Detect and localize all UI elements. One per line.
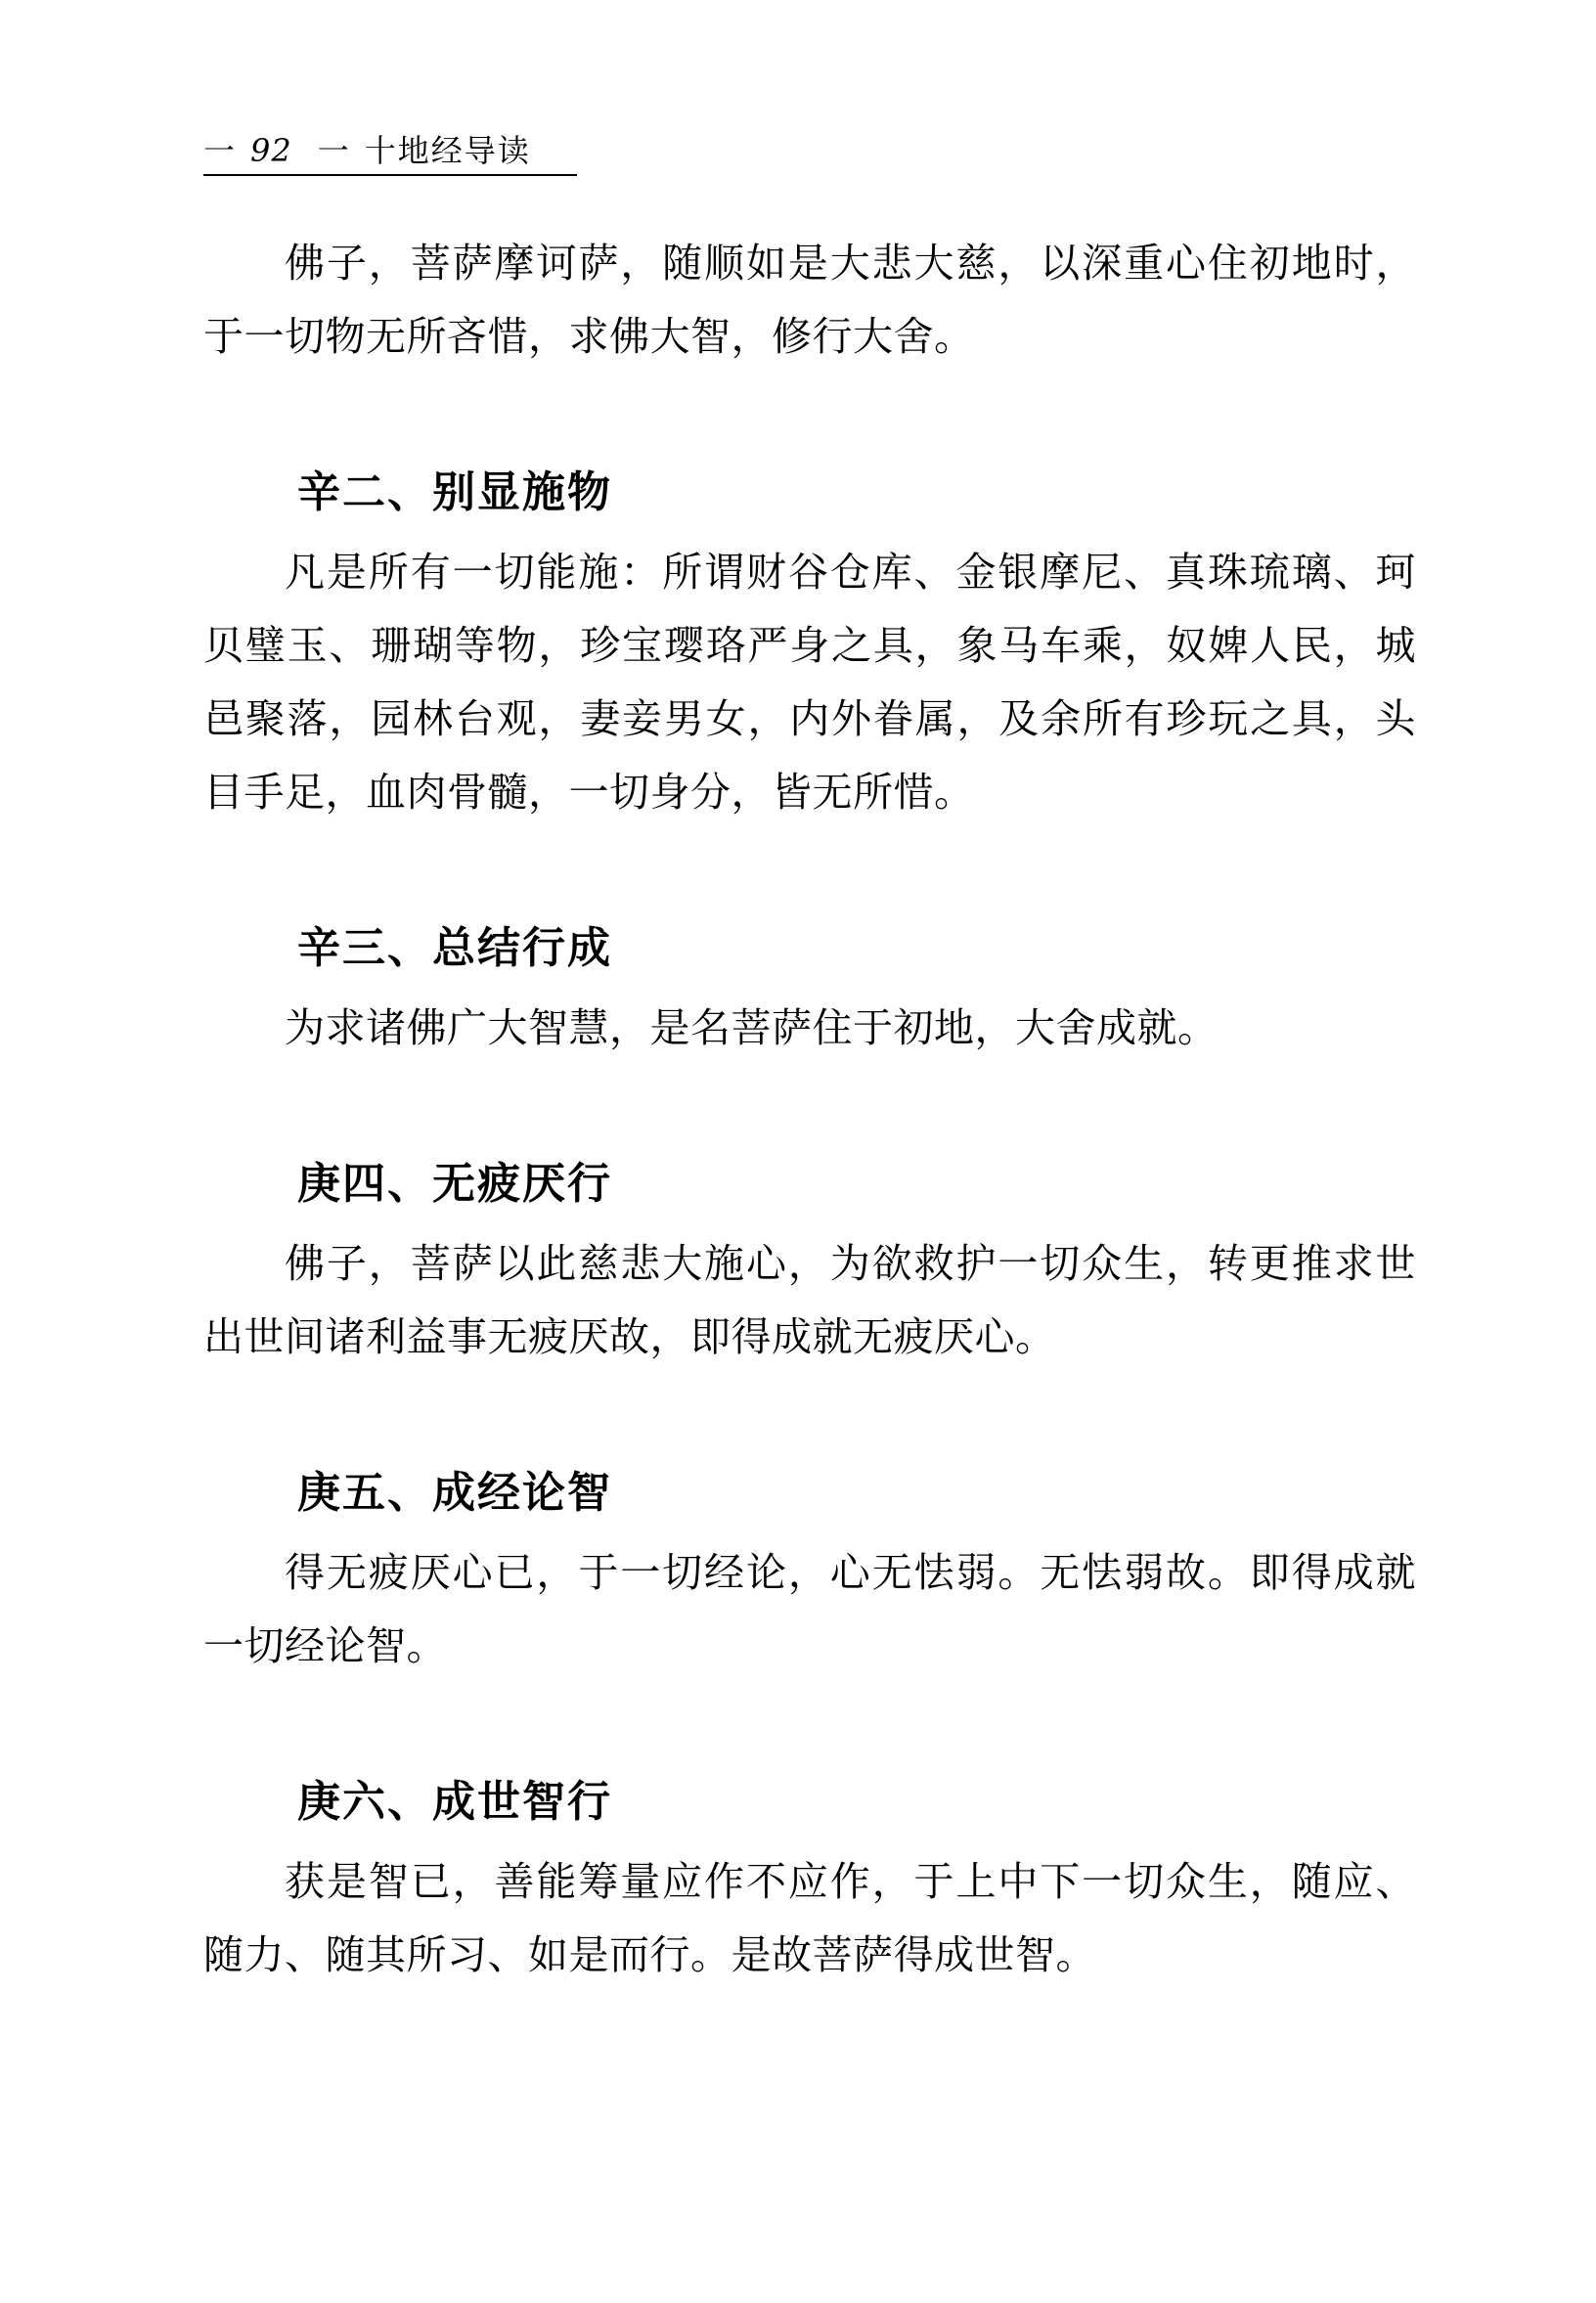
book-title: 十地经导读 bbox=[364, 132, 531, 169]
running-header bbox=[203, 127, 577, 176]
header-dash-right: 一 bbox=[317, 132, 350, 169]
heading-geng-5: 庚五、成经论智 bbox=[297, 1468, 612, 1518]
heading-geng-4: 庚四、无疲厌行 bbox=[297, 1159, 612, 1209]
page-number: 92 bbox=[250, 132, 292, 169]
page-body bbox=[203, 227, 1416, 1992]
paragraph-giving-items: 凡是所有一切能施：所谓财谷仓库、金银摩尼、真珠琉璃、珂贝璧玉、珊瑚等物，珍宝璎珞严身之具，象马车乘，奴婢人民，城邑聚落，园林台观，妻妾男女，内外眷属，及余所有珍玩之具，头目手足，血肉骨髓，一切身分，皆无所惜。 bbox=[203, 549, 1416, 816]
paragraph-summary: 为求诸佛广大智慧，是名菩萨住于初地，大舍成就。 bbox=[285, 1004, 1219, 1051]
paragraph-scripture-wisdom: 得无疲厌心已，于一切经论，心无怯弱。无怯弱故。即得成就一切经论智。 bbox=[203, 1549, 1416, 1669]
heading-xin-3: 辛三、总结行成 bbox=[297, 923, 612, 973]
paragraph-no-weariness: 佛子，菩萨以此慈悲大施心，为欲救护一切众生，转更推求世出世间诸利益事无疲厌故，即得成就无疲厌心。 bbox=[203, 1240, 1416, 1360]
paragraph-worldly-wisdom: 获是智已，善能筹量应作不应作，于上中下一切众生，随应、随力、随其所习、如是而行。是故菩萨得成世智。 bbox=[203, 1858, 1416, 1978]
heading-xin-2: 辛二、别显施物 bbox=[297, 467, 612, 517]
header-dash-left: 一 bbox=[203, 132, 237, 169]
paragraph-intro: 佛子，菩萨摩诃萨，随顺如是大悲大慈，以深重心住初地时，于一切物无所吝惜，求佛大智，修行大舍。 bbox=[203, 240, 1416, 360]
heading-geng-6: 庚六、成世智行 bbox=[297, 1777, 612, 1827]
